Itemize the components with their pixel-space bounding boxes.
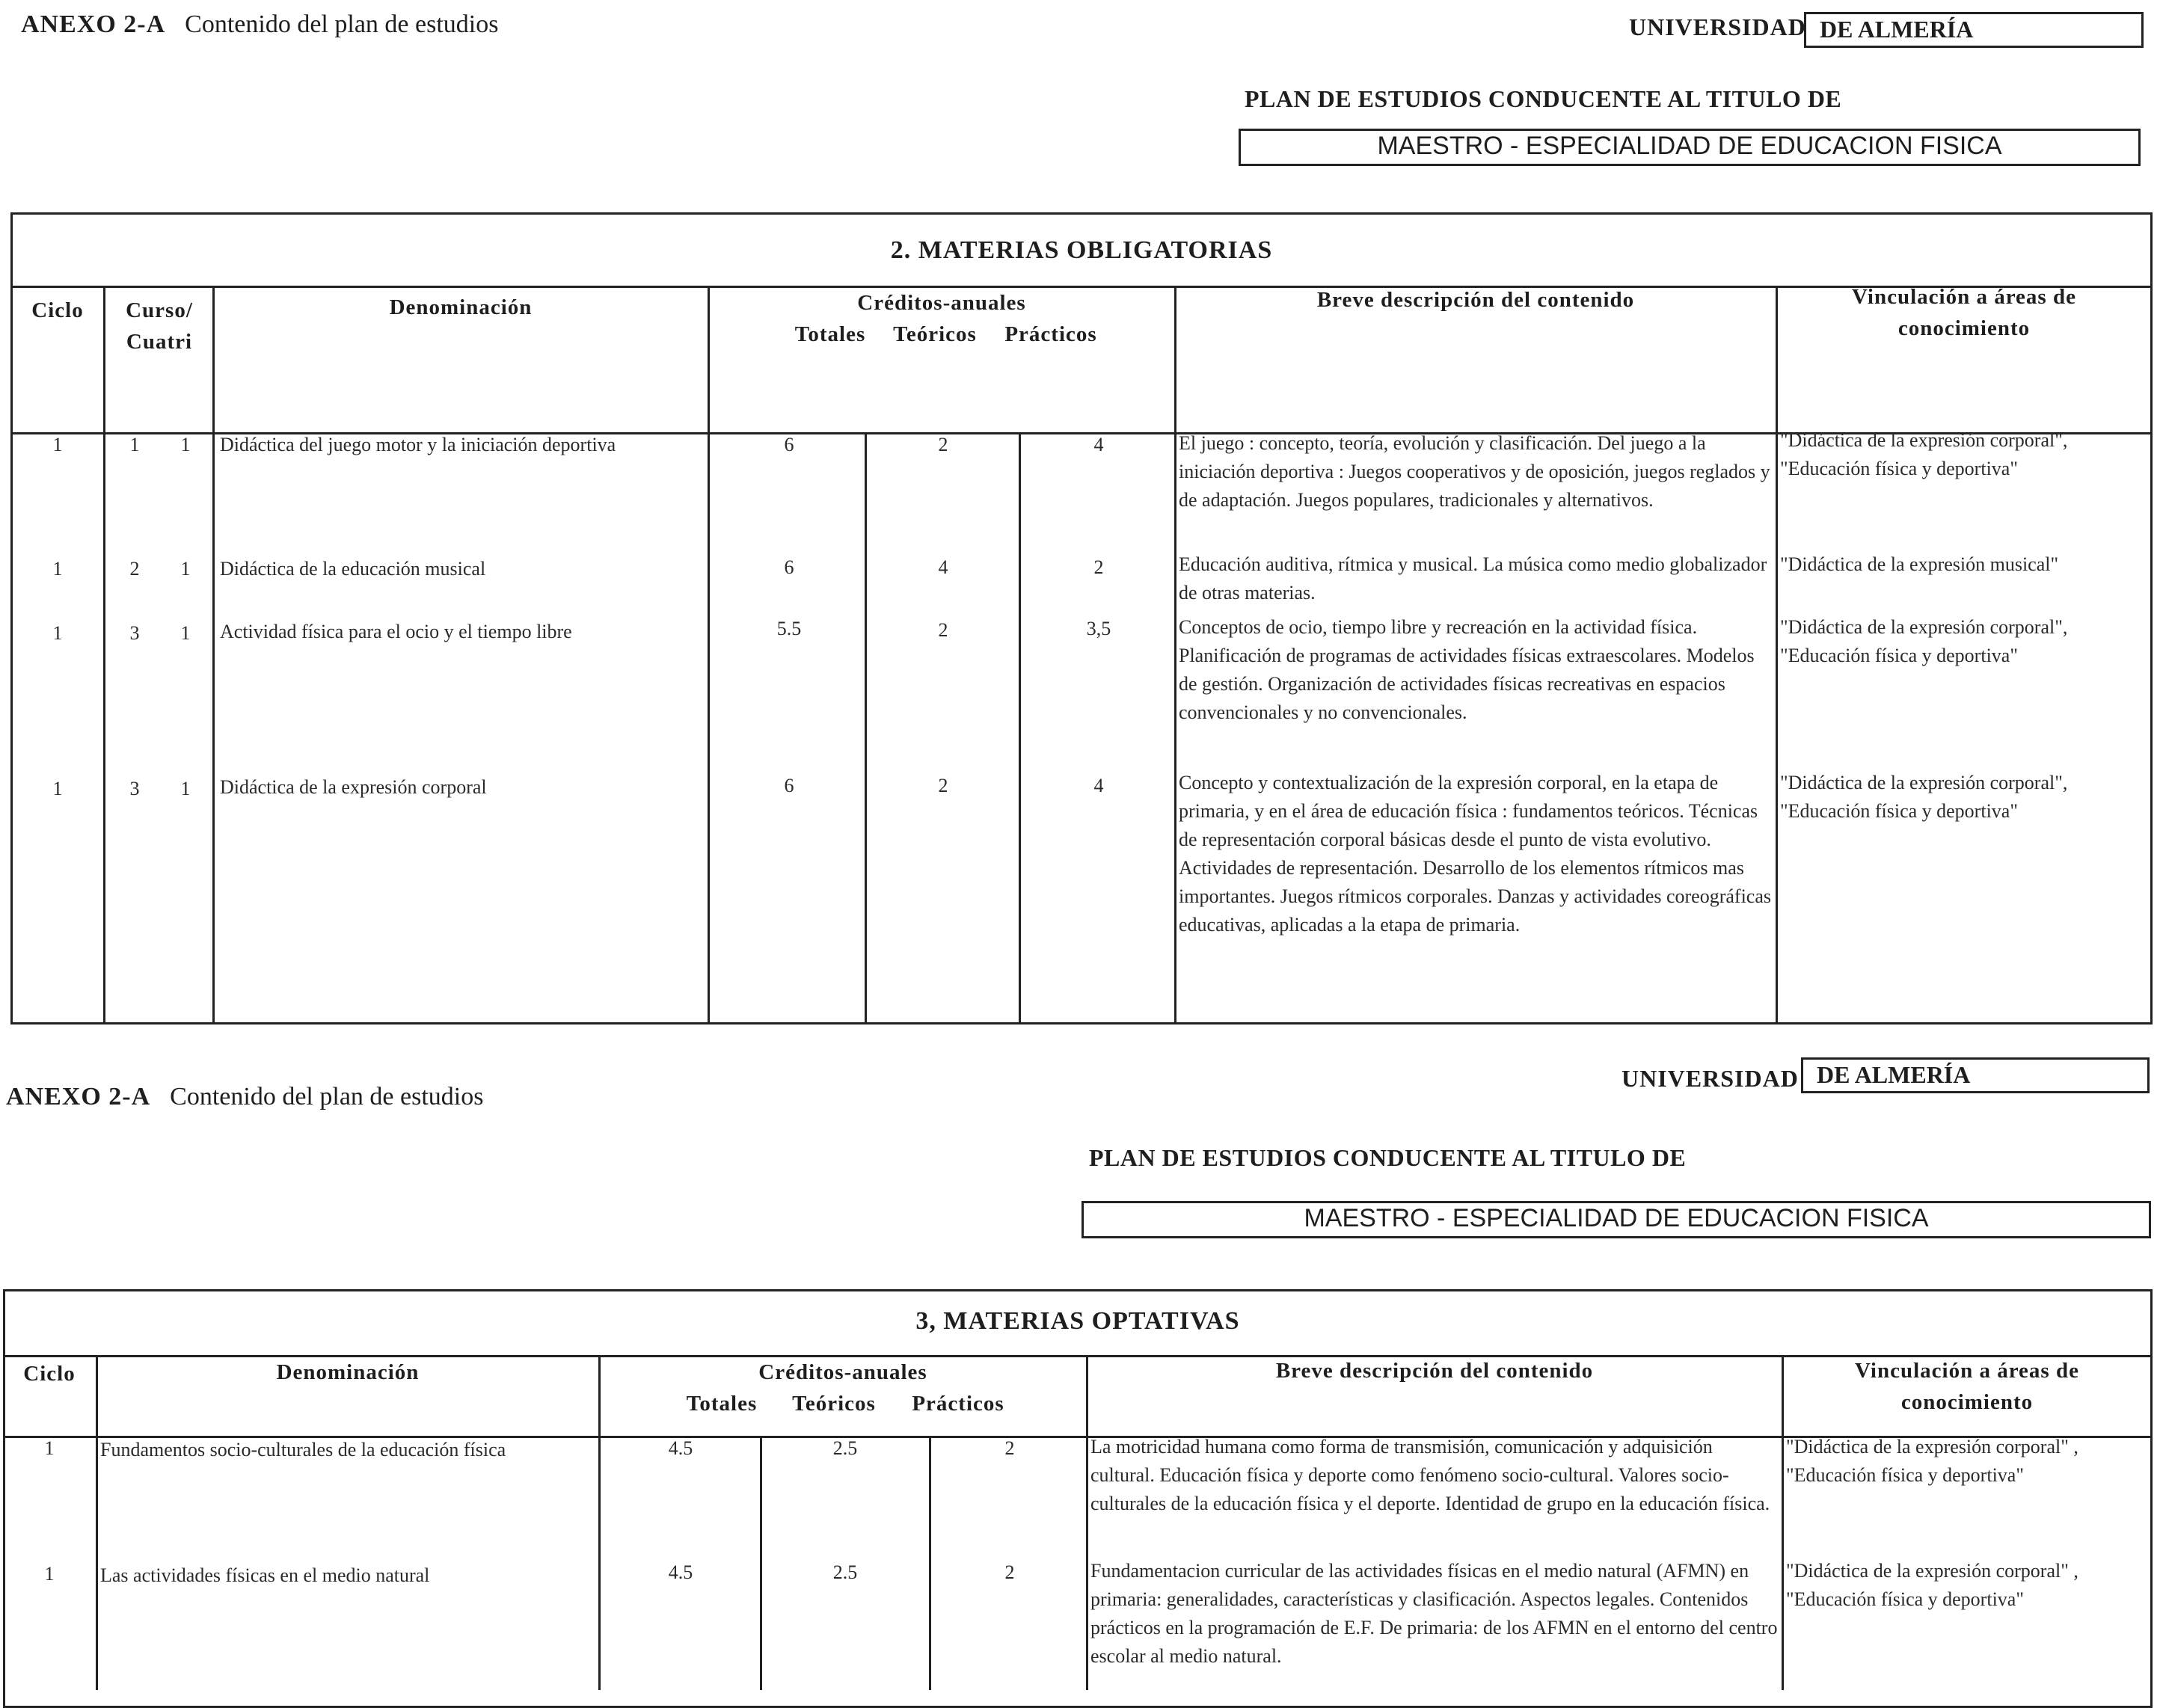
col-descripcion: Breve descripción del contenido <box>1316 288 1635 312</box>
university-label: UNIVERSIDAD <box>1622 1065 1799 1092</box>
table-row-vinculacion: "Didáctica de la expresión corporal", "Educación física y deportiva" <box>1780 429 2068 479</box>
table-row-totales: 4.5 <box>668 1437 693 1459</box>
table-row-practicos: 3,5 <box>1086 618 1111 639</box>
table-row-vinculacion: "Didáctica de la expresión corporal" , "Educación física y deportiva" <box>1786 1436 2078 1486</box>
table-row-denominacion: Didáctica del juego motor y la iniciación deportiva <box>220 434 616 455</box>
table-row-denominacion: Las actividades físicas en el medio natural <box>100 1564 430 1586</box>
annex-header-1 <box>21 10 498 39</box>
table-row-curso: 2 <box>129 558 140 580</box>
table-row-descripcion: Educación auditiva, rítmica y musical. La música como medio globalizador de otras materias. <box>1179 553 1767 603</box>
table-row-ciclo: 1 <box>52 434 63 455</box>
table-row-teoricos: 4 <box>938 556 948 578</box>
col-vinculacion <box>1783 1355 2151 1418</box>
optional-table <box>3 1289 2153 1708</box>
annex-header-2 <box>6 1083 483 1111</box>
degree-box: MAESTRO - ESPECIALIDAD DE EDUCACION FISICA <box>1239 129 2141 166</box>
table-row-vinculacion: "Didáctica de la expresión corporal" , "Educación física y deportiva" <box>1786 1560 2078 1610</box>
col-ciclo: Ciclo <box>31 298 84 322</box>
table-row-curso: 3 <box>129 622 140 644</box>
table-row-practicos: 4 <box>1093 775 1104 796</box>
table-row-descripcion: El juego : concepto, teoría, evolución y clasificación. Del juego a la iniciación deportiva : Juegos cooperativos y de oposición, juegos reglados y de adaptación. Juegos populares, tradicionales y alternativos. <box>1179 432 1770 511</box>
col-creditos: Créditos-anuales <box>857 291 1026 315</box>
table-row-vinculacion: "Didáctica de la expresión corporal", "Educación física y deportiva" <box>1780 616 2068 666</box>
col-vinculacion-line2: conocimiento <box>1900 1390 2034 1414</box>
divider <box>760 1436 762 1690</box>
table-row-denominacion: Didáctica de la educación musical <box>220 558 486 580</box>
table-row-descripcion: Fundamentacion curricular de las actividades físicas en el medio natural (AFMN) en primaria: generalidades, características y clasificación. Aspectos legales. Contenidos prácticos en la programación de E.F. De primaria: de los AFMN en el entorno del centro escolar al medio natural. <box>1090 1560 1778 1667</box>
divider <box>96 1355 98 1690</box>
col-practicos: Prácticos <box>912 1392 1004 1416</box>
table-row-practicos: 4 <box>1093 434 1104 455</box>
table-row-practicos: 2 <box>1004 1437 1015 1459</box>
col-curso: Curso/ <box>126 298 193 322</box>
divider <box>598 1355 601 1690</box>
annex-subtitle: Contenido del plan de estudios <box>170 1083 484 1110</box>
optional-title: 3, MATERIAS OPTATIVAS <box>915 1307 1240 1335</box>
university-label: UNIVERSIDAD <box>1629 13 1806 40</box>
table-row-descripcion: Concepto y contextualización de la expresión corporal, en la etapa de primaria, y en el área de educación física : fundamentos teóricos. Técnicas de representación corporal básicas desde el punto de vista evolutivo. Actividades de representación. Desarrollo de los elementos rítmicos mas importantes. Juegos rítmicos corporales. Danzas y actividades coreográficas educativas, aplicadas a la etapa de primaria. <box>1179 772 1771 936</box>
degree-box: MAESTRO - ESPECIALIDAD DE EDUCACION FISICA <box>1082 1201 2151 1238</box>
table-row-ciclo: 1 <box>44 1437 55 1459</box>
table-row-denominacion: Fundamentos socio-culturales de la educación física <box>100 1439 506 1460</box>
university-name-box: DE ALMERÍA <box>1804 12 2144 48</box>
table-row-totales: 4.5 <box>668 1561 693 1583</box>
col-totales: Totales <box>686 1392 758 1416</box>
divider <box>929 1436 931 1690</box>
university-name-box: DE ALMERÍA <box>1801 1057 2150 1093</box>
table-row-practicos: 2 <box>1004 1561 1015 1583</box>
table-row-vinculacion: "Didáctica de la expresión musical" <box>1780 553 2059 575</box>
table-row-cuatri: 1 <box>180 622 191 644</box>
divider <box>103 286 105 1025</box>
annex-label: ANEXO 2-A <box>21 10 166 38</box>
col-vinculacion <box>1777 281 2151 344</box>
col-practicos: Prácticos <box>1004 322 1097 346</box>
col-curso-cuatri <box>105 295 214 357</box>
col-totales: Totales <box>794 322 866 346</box>
table-row-teoricos: 2 <box>938 619 948 641</box>
annex-label: ANEXO 2-A <box>6 1083 151 1110</box>
table-row-totales: 6 <box>784 556 794 578</box>
table-row-teoricos: 2 <box>938 775 948 796</box>
table-row-teoricos: 2 <box>938 434 948 455</box>
divider <box>1086 1355 1088 1690</box>
plan-title: PLAN DE ESTUDIOS CONDUCENTE AL TITULO DE <box>1245 85 1842 112</box>
table-row-curso: 1 <box>129 434 140 455</box>
divider <box>1776 286 1778 1025</box>
col-ciclo: Ciclo <box>23 1362 76 1386</box>
col-teoricos: Teóricos <box>893 322 977 346</box>
table-row-denominacion: Didáctica de la expresión corporal <box>220 776 487 798</box>
table-row-teoricos: 2.5 <box>832 1437 858 1459</box>
plan-title: PLAN DE ESTUDIOS CONDUCENTE AL TITULO DE <box>1089 1144 1687 1171</box>
table-row-totales: 6 <box>784 434 794 455</box>
col-creditos: Créditos-anuales <box>758 1360 927 1384</box>
table-row-totales: 6 <box>784 775 794 796</box>
table-row-cuatri: 1 <box>180 558 191 580</box>
table-row-descripcion: La motricidad humana como forma de transmisión, comunicación y adquisición cultural. Educación física y deporte como fenómeno socio-cultural. Valores socio-culturales de la educación física y el deporte. Identidad de grupo en la educación física. <box>1090 1436 1770 1514</box>
table-row-cuatri: 1 <box>180 434 191 455</box>
table-row-ciclo: 1 <box>52 558 63 580</box>
col-cuatri: Cuatri <box>126 330 193 354</box>
table-row-curso: 3 <box>129 778 140 799</box>
divider <box>865 432 867 1025</box>
table-row-vinculacion: "Didáctica de la expresión corporal", "Educación física y deportiva" <box>1780 772 2068 822</box>
annex-subtitle: Contenido del plan de estudios <box>185 10 499 38</box>
table-row-ciclo: 1 <box>52 778 63 799</box>
divider <box>212 286 215 1025</box>
table-row-descripcion: Conceptos de ocio, tiempo libre y recreación en la actividad física. Planificación de programas de actividades físicas extraescolares. Modelos de gestión. Organización de actividades físicas recreativas en espacios convencionales y no convencionales. <box>1179 616 1755 723</box>
mandatory-title: 2. MATERIAS OBLIGATORIAS <box>890 236 1273 264</box>
divider <box>708 286 710 1025</box>
col-denominacion: Denominación <box>389 295 533 319</box>
col-descripcion: Breve descripción del contenido <box>1275 1359 1594 1383</box>
table-row-totales: 5.5 <box>776 618 802 639</box>
table-row-teoricos: 2.5 <box>832 1561 858 1583</box>
divider <box>1174 286 1176 1025</box>
table-row-practicos: 2 <box>1093 556 1104 578</box>
col-vinculacion-line2: conocimiento <box>1897 316 2031 340</box>
col-vinculacion-line1: Vinculación a áreas de <box>1855 1359 2079 1383</box>
col-vinculacion-line1: Vinculación a áreas de <box>1852 285 2076 309</box>
divider <box>1019 432 1021 1025</box>
table-row-ciclo: 1 <box>52 622 63 644</box>
table-row-denominacion: Actividad física para el ocio y el tiempo libre <box>220 621 572 642</box>
table-row-ciclo: 1 <box>44 1563 55 1585</box>
col-teoricos: Teóricos <box>792 1392 876 1416</box>
col-denominacion: Denominación <box>276 1360 420 1384</box>
table-row-cuatri: 1 <box>180 778 191 799</box>
